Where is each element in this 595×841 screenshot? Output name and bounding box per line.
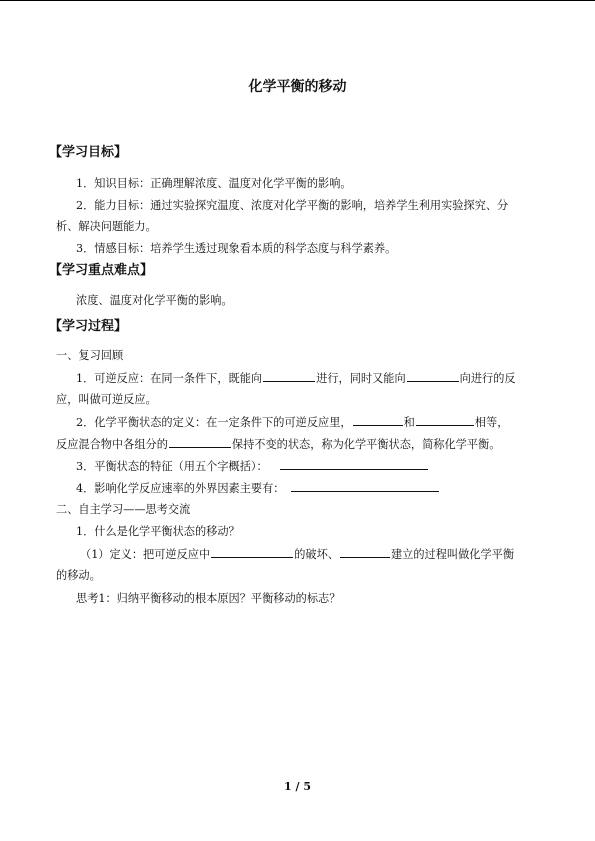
objective-line-2: 2．能力目标：通过实验探究温度、浓度对化学平衡的影响，培养学生利用实验探究、分 xyxy=(76,199,509,212)
fill-blank-4[interactable] xyxy=(416,414,474,426)
top-rule xyxy=(0,0,595,1)
fill-blank-7[interactable] xyxy=(291,480,439,492)
section-heading-objectives: 【学习目标】 xyxy=(49,145,128,160)
page-number: 1 / 5 xyxy=(284,780,311,793)
question-3-text: 3．平衡状态的特征（用五个字概括）： xyxy=(76,460,268,473)
question-1-text-a: 1．可逆反应：在同一条件下，既能向 xyxy=(76,372,263,385)
question-2-text-e: 保持不变的状态，称为化学平衡状态，简称化学平衡。 xyxy=(231,438,501,451)
question-4-text: 4．影响化学反应速率的外界因素主要有： xyxy=(76,482,285,495)
section-heading-key-points: 【学习重点难点】 xyxy=(49,263,154,278)
definition-line-2: 的移动。 xyxy=(56,569,101,582)
question-1-text-b: 进行，同时又能向 xyxy=(316,372,406,385)
definition-text-c: 建立的过程叫做化学平衡 xyxy=(390,548,515,561)
objective-line-3: 3．情感目标：培养学生透过现象看本质的科学态度与科学素养。 xyxy=(76,242,397,255)
fill-blank-1[interactable] xyxy=(263,370,315,382)
definition-line-1 xyxy=(80,546,514,562)
question-2-text-d: 反应混合物中各组分的 xyxy=(56,438,168,451)
fill-blank-5[interactable] xyxy=(169,436,231,448)
question-2-text-a: 2．化学平衡状态的定义：在一定条件下的可逆反应里， xyxy=(76,416,352,429)
page-title: 化学平衡的移动 xyxy=(248,79,347,95)
fill-blank-2[interactable] xyxy=(407,370,459,382)
question-2-line-2 xyxy=(56,436,500,452)
think-question-1: 思考1：归纳平衡移动的根本原因？平衡移动的标志？ xyxy=(76,592,341,605)
part1-title: 一、复习回顾 xyxy=(56,349,124,362)
question-2-text-b: 和 xyxy=(403,416,415,429)
fill-blank-9[interactable] xyxy=(340,546,390,558)
fill-blank-6[interactable] xyxy=(280,458,428,470)
objective-line-2-cont: 析、解决问题能力。 xyxy=(56,220,157,233)
question-1-text-c: 向进行的反 xyxy=(459,372,516,385)
question-1-line-2: 应，叫做可逆反应。 xyxy=(56,393,157,406)
key-points-text: 浓度、温度对化学平衡的影响。 xyxy=(76,294,233,307)
question-2-text-c: 相等， xyxy=(474,416,509,429)
question-1-line-1 xyxy=(76,370,516,386)
question-2-line-1 xyxy=(76,414,508,430)
fill-blank-8[interactable] xyxy=(211,546,293,558)
part2-title: 二、自主学习——思考交流 xyxy=(56,503,191,516)
fill-blank-3[interactable] xyxy=(353,414,403,426)
question-3 xyxy=(76,458,429,474)
definition-text-b: 的破坏、 xyxy=(294,548,339,561)
definition-text-a: （1）定义：把可逆反应中 xyxy=(80,548,211,561)
question-4 xyxy=(76,480,440,496)
question-5: 1．什么是化学平衡状态的移动？ xyxy=(76,525,240,538)
section-heading-process: 【学习过程】 xyxy=(49,319,128,334)
objective-line-1: 1．知识目标：正确理解浓度、温度对化学平衡的影响。 xyxy=(76,177,352,190)
